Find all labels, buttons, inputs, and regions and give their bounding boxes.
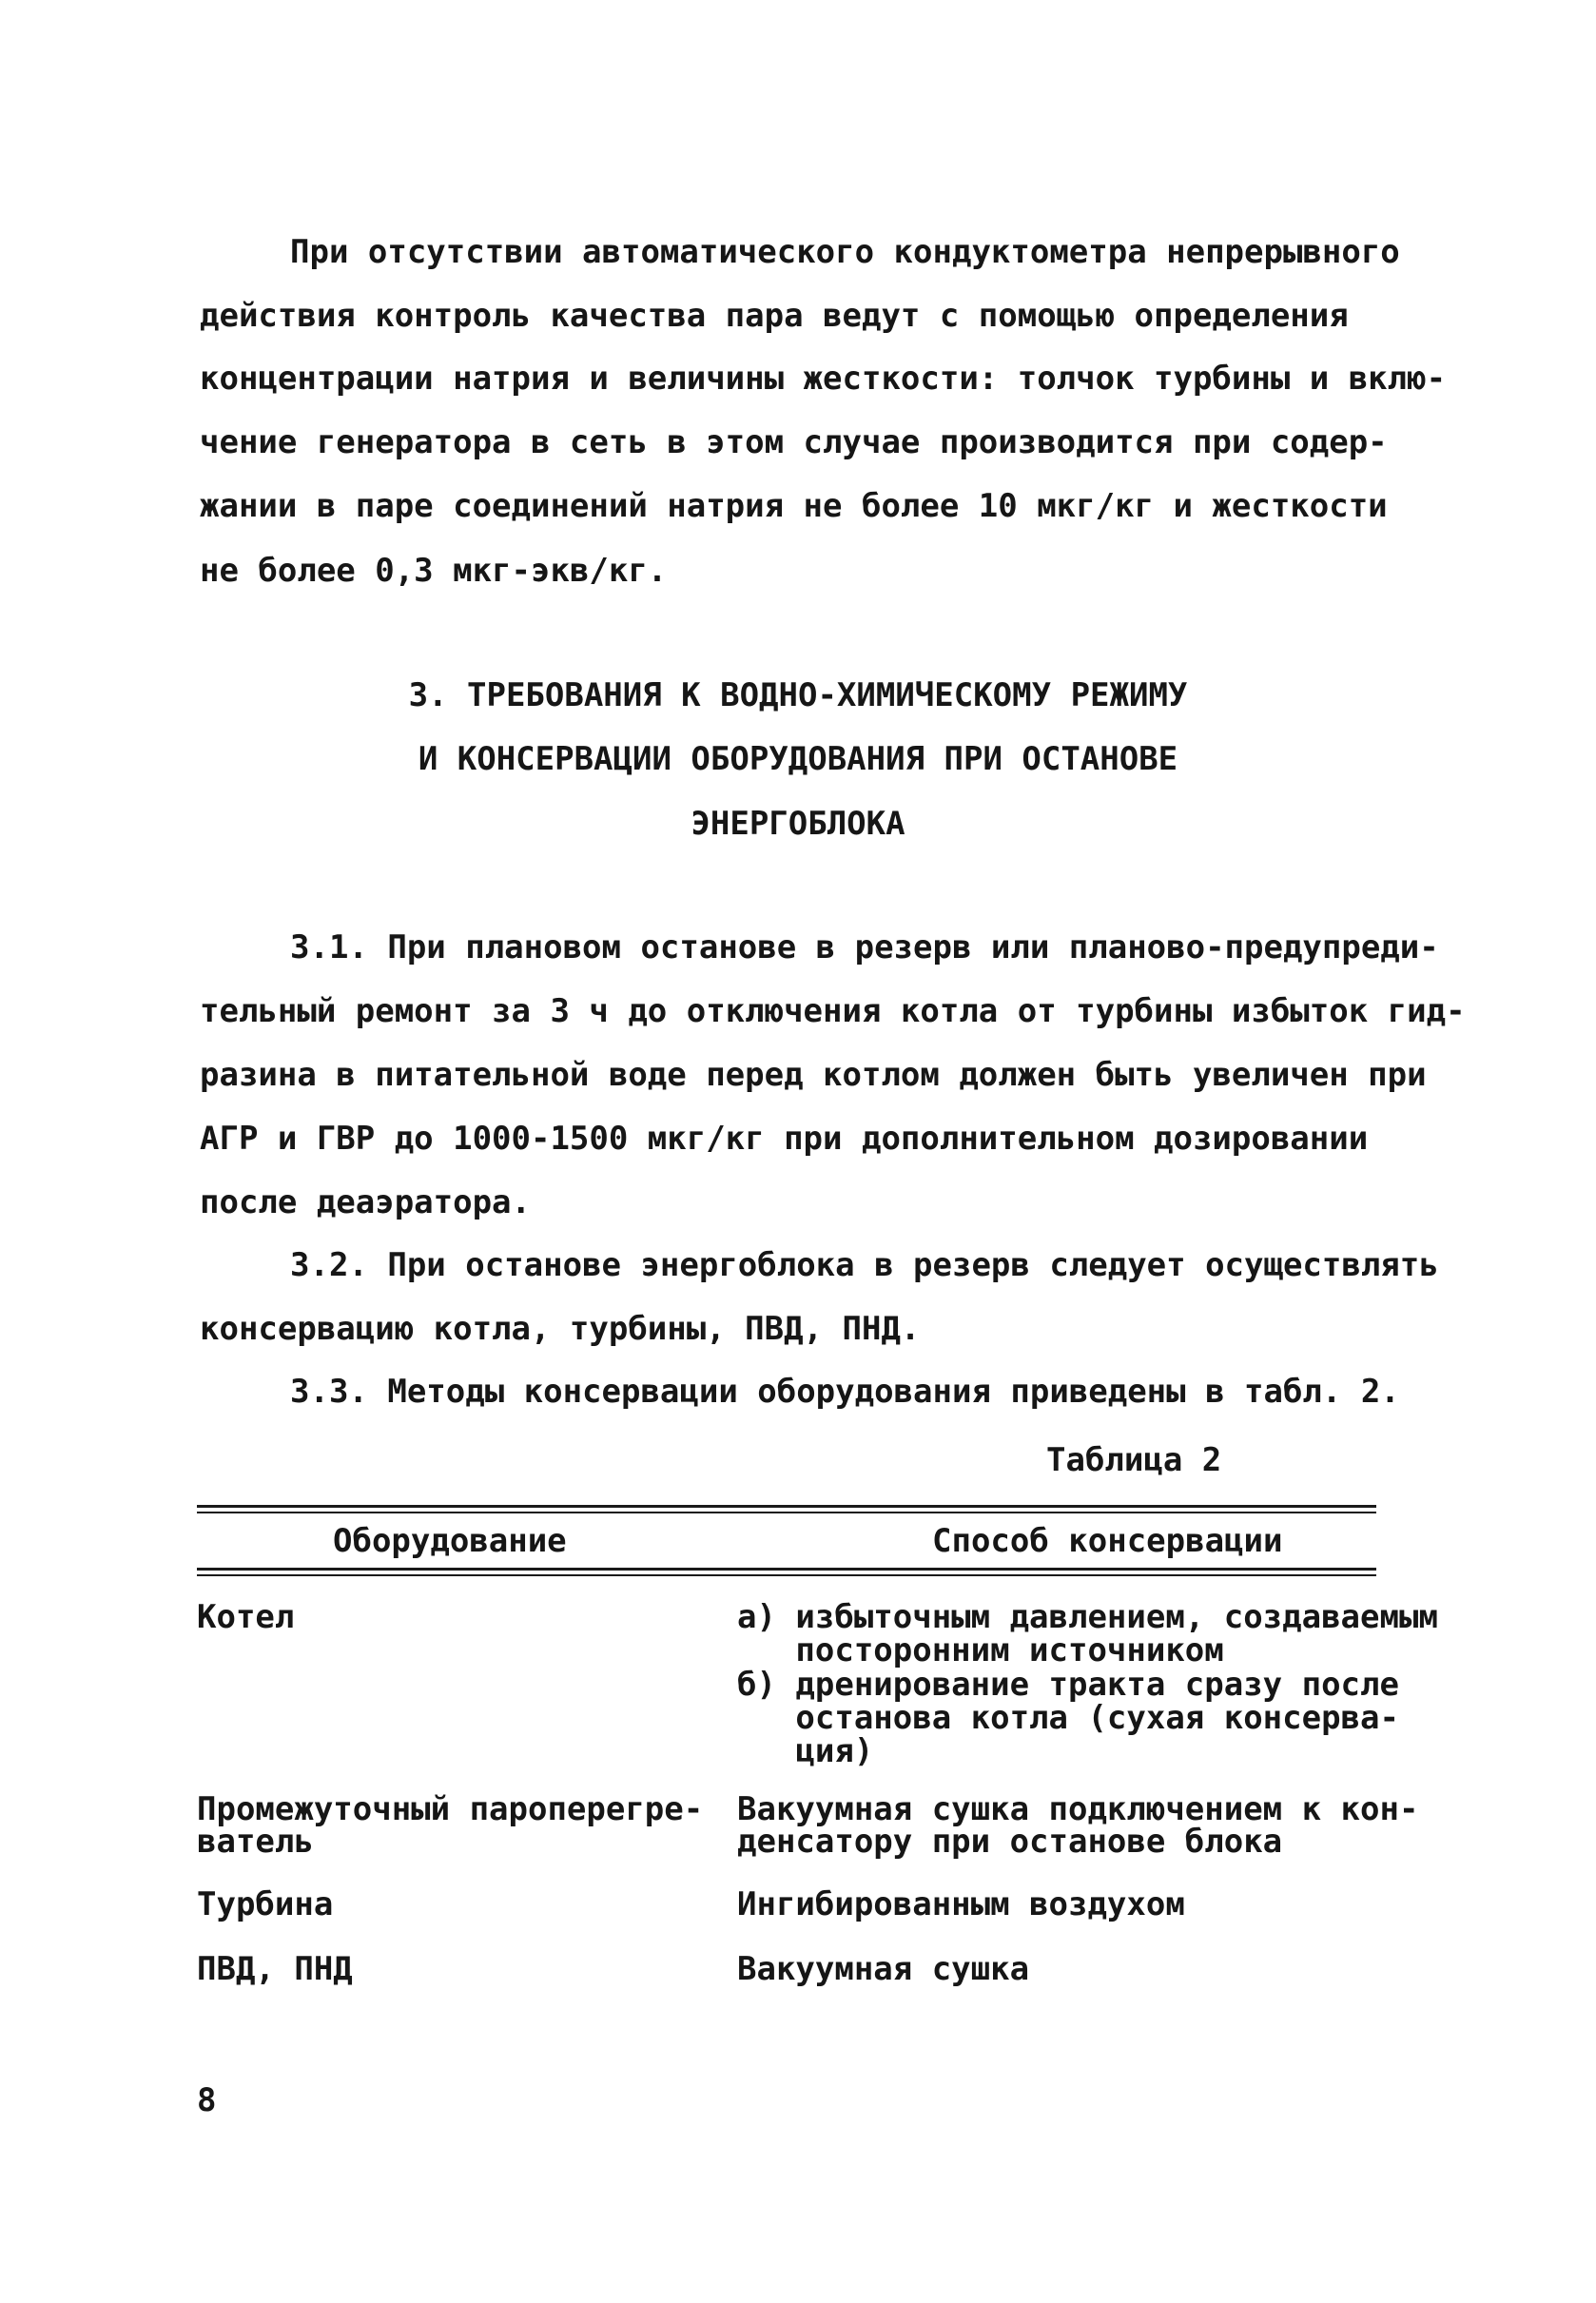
text-line: тельный ремонт за 3 ч до отключения котла от турбины избыток гид-: [200, 992, 1466, 1030]
text-line: 3.3. Методы консервации оборудования приведены в табл. 2.: [290, 1373, 1400, 1411]
text-line: 3.1. При плановом останове в резерв или планово-предупреди-: [290, 928, 1439, 966]
method-cell-line: Ингибированным воздухом: [737, 1885, 1185, 1923]
text-line: При отсутствии автоматического кондуктометра непрерывного: [290, 233, 1400, 271]
text-line: 3.2. При останове энергоблока в резерв следует осуществлять: [290, 1246, 1439, 1284]
equipment-cell: Турбина: [197, 1885, 334, 1923]
method-cell-line: ция): [737, 1732, 874, 1770]
heading-line: ЭНЕРГОБЛОКА: [691, 805, 905, 843]
method-cell-line: посторонним источником: [737, 1631, 1224, 1669]
table-caption: Таблица 2: [1046, 1441, 1222, 1479]
column-header-method: Способ консервации: [932, 1522, 1283, 1560]
method-cell-line: а) избыточным давлением, создаваемым: [737, 1598, 1438, 1636]
table-header-rule: [197, 1568, 1376, 1571]
page-number: 8: [197, 2081, 217, 2119]
heading-line: И КОНСЕРВАЦИИ ОБОРУДОВАНИЯ ПРИ ОСТАНОВЕ: [418, 740, 1178, 778]
equipment-cell: ПВД, ПНД: [197, 1950, 353, 1988]
equipment-cell: Котел: [197, 1598, 295, 1636]
heading-line: 3. ТРЕБОВАНИЯ К ВОДНО-ХИМИЧЕСКОМУ РЕЖИМУ: [408, 676, 1188, 714]
table-top-rule: [197, 1505, 1376, 1508]
column-header-equipment: Оборудование: [333, 1522, 567, 1560]
table-header-rule-inner: [197, 1574, 1376, 1576]
text-line: жании в паре соединений натрия не более 10 мкг/кг и жесткости: [200, 487, 1388, 525]
text-line: разина в питательной воде перед котлом должен быть увеличен при: [200, 1056, 1427, 1094]
text-line: после деаэратора.: [200, 1183, 531, 1221]
method-cell-line: Вакуумная сушка подключением к кон-: [737, 1790, 1419, 1828]
text-line: АГР и ГВР до 1000-1500 мкг/кг при дополнительном дозировании: [200, 1120, 1369, 1158]
text-line: действия контроль качества пара ведут с помощью определения: [200, 297, 1349, 335]
text-line: не более 0,3 мкг-экв/кг.: [200, 552, 668, 590]
text-line: чение генератора в сеть в этом случае производится при содер-: [200, 423, 1388, 461]
method-cell-line: Вакуумная сушка: [737, 1950, 1030, 1988]
method-cell-line: останова котла (сухая консерва-: [737, 1699, 1399, 1737]
equipment-cell: ватель: [197, 1823, 314, 1861]
method-cell-line: б) дренирование тракта сразу после: [737, 1666, 1399, 1704]
equipment-cell: Промежуточный пароперегре-: [197, 1790, 704, 1828]
text-line: концентрации натрия и величины жесткости: толчок турбины и вклю-: [200, 360, 1447, 398]
table-top-rule-inner: [197, 1512, 1376, 1513]
text-line: консервацию котла, турбины, ПВД, ПНД.: [200, 1310, 921, 1348]
method-cell-line: денсатору при останове блока: [737, 1823, 1283, 1861]
